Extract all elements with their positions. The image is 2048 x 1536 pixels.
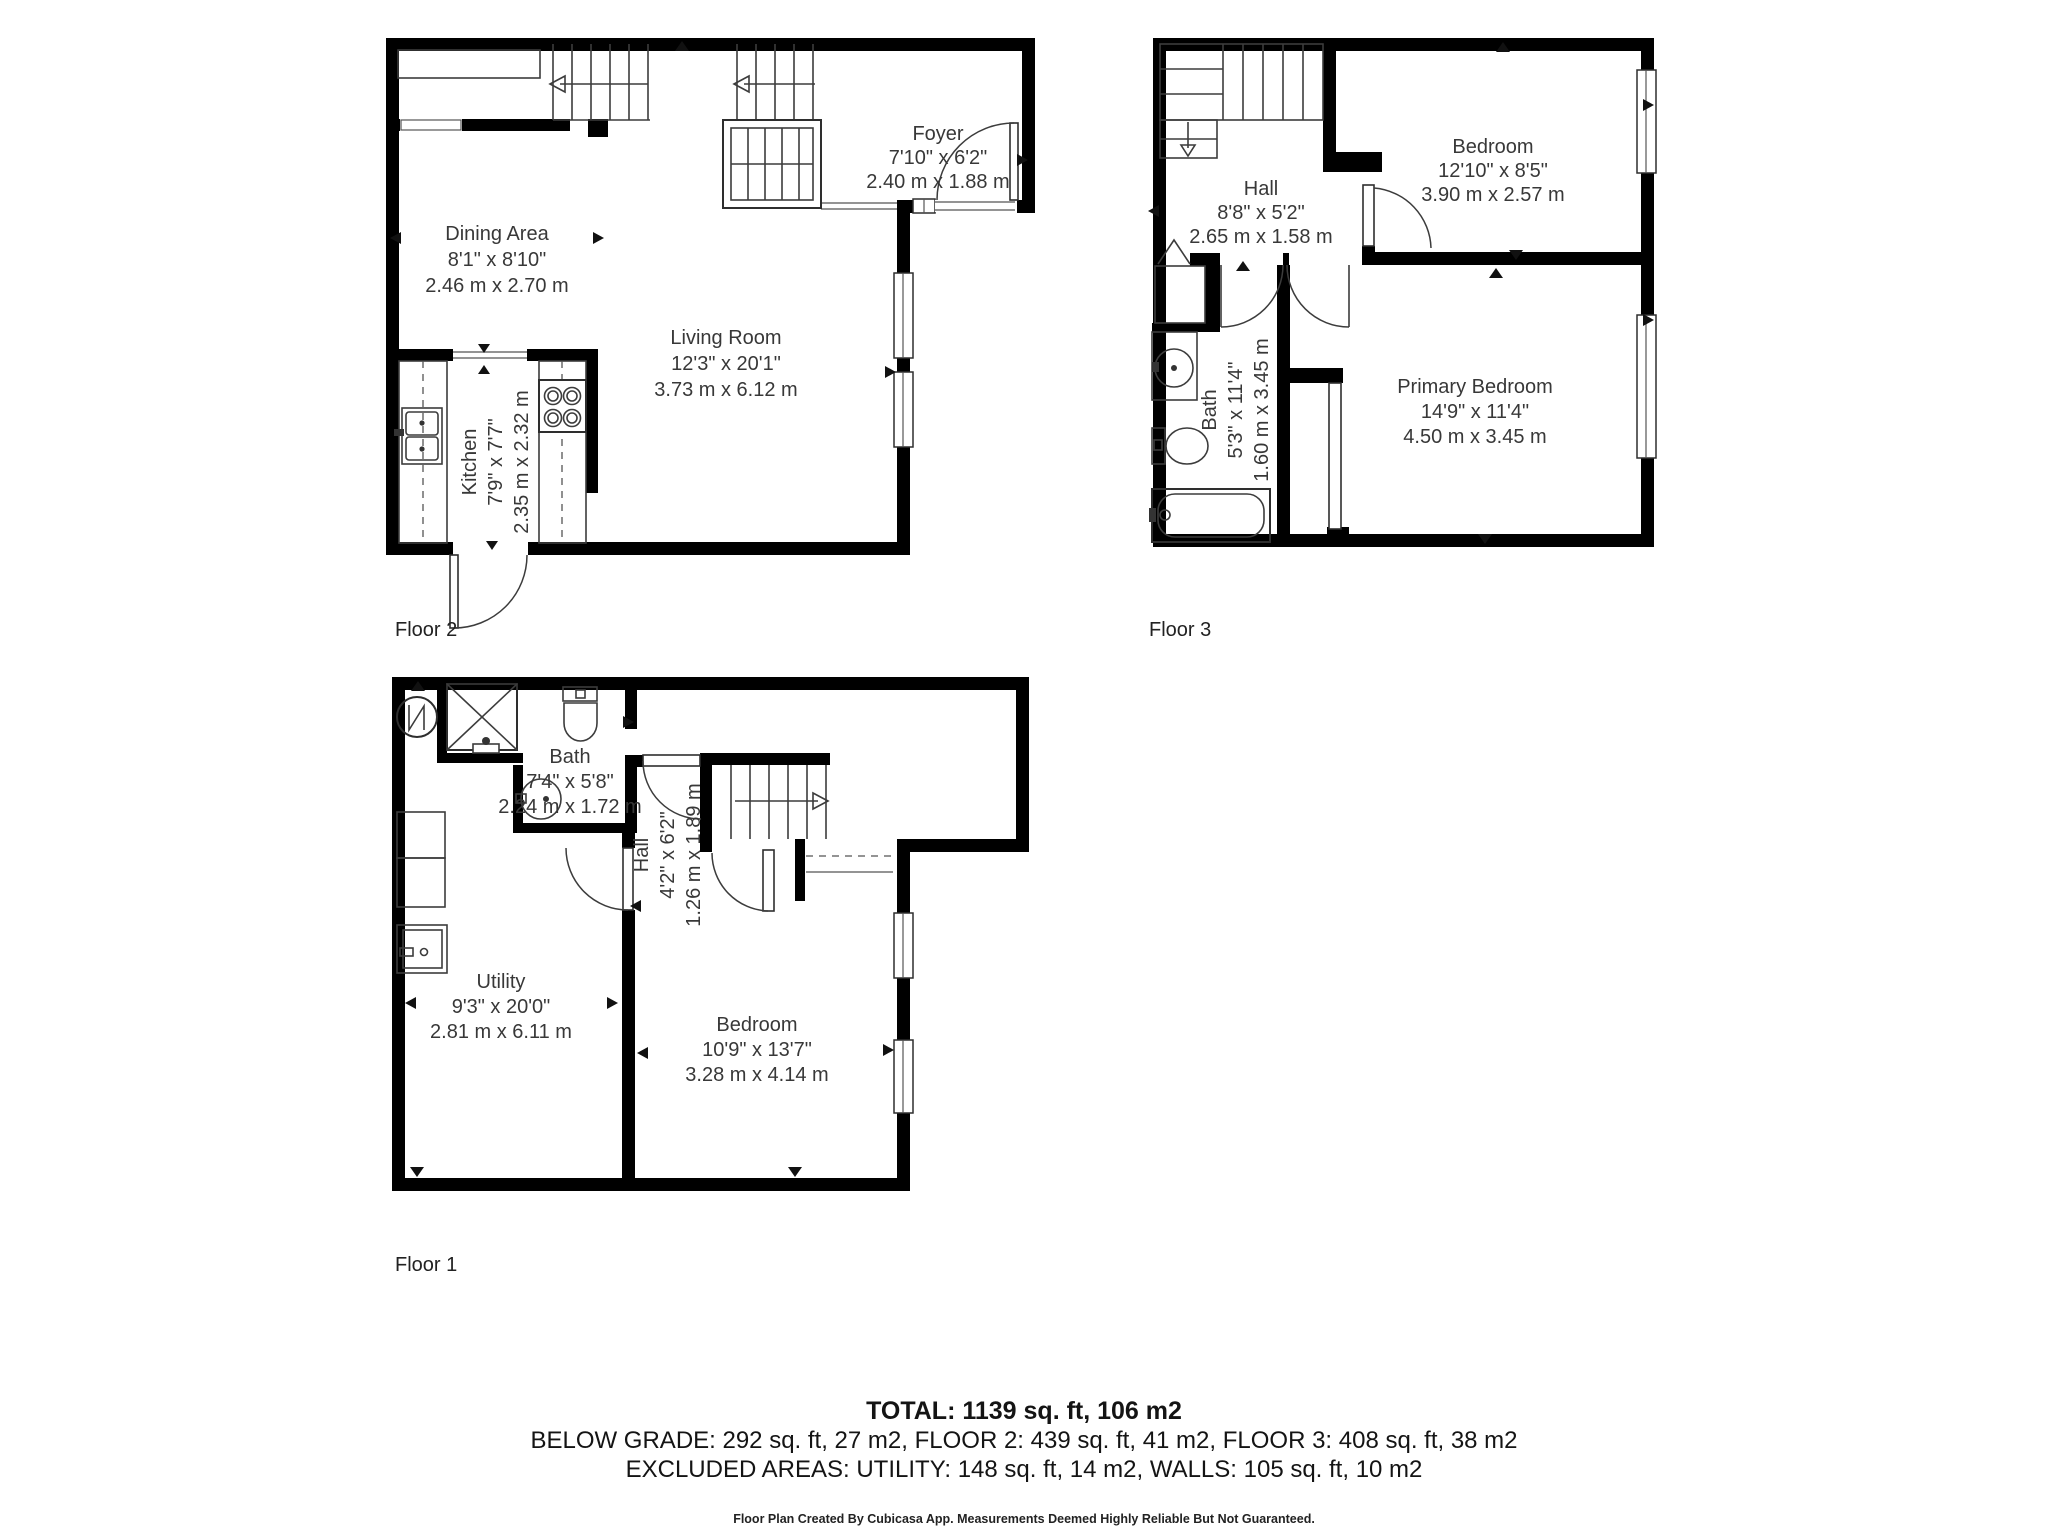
room-imperial: 4'2" x 6'2" [657, 811, 679, 899]
room-imperial: 12'3" x 20'1" [671, 353, 781, 375]
room-metric: 3.90 m x 2.57 m [1421, 184, 1565, 206]
area-breakdown: BELOW GRADE: 292 sq. ft, 27 m2, FLOOR 2: 439 sq. ft, 41 m2, FLOOR 3: 408 sq. ft, 38 m2 [530, 1427, 1518, 1454]
area-summary [0, 1396, 2048, 1484]
stove [539, 380, 586, 432]
room-metric: 2.35 m x 2.32 m [511, 390, 533, 534]
room-name: Hall [631, 837, 653, 873]
room-label-bedroom3 [1421, 136, 1564, 206]
room-metric: 1.26 m x 1.89 m [683, 783, 705, 927]
room-name: Utility [476, 971, 526, 993]
room-label-utility [430, 971, 572, 1043]
toilet-floor1 [563, 687, 597, 741]
floor2-label: Floor 2 [395, 619, 458, 641]
floor1-plan [324, 677, 1029, 1276]
room-label-hall3 [1189, 178, 1332, 248]
room-label-dining [425, 223, 568, 297]
room-imperial: 8'8" x 5'2" [1217, 202, 1305, 224]
room-label-bedroom1 [685, 1014, 828, 1086]
floor1-stairs [731, 765, 828, 839]
room-label-hall1 [631, 783, 705, 926]
floor2-exterior-door [450, 555, 527, 628]
floor2-stairs-up [550, 44, 650, 120]
floor3-primary-door [1287, 265, 1349, 327]
room-name: Living Room [670, 327, 782, 349]
total-area: TOTAL: 1139 sq. ft, 106 m2 [866, 1397, 1182, 1425]
floor1-label: Floor 1 [395, 1254, 458, 1276]
floor2-stairs-upper-flight [734, 44, 820, 120]
floor3-measure-arrows [1148, 42, 1654, 544]
room-imperial: 14'9" x 11'4" [1420, 401, 1530, 423]
closet-slider [1329, 383, 1341, 529]
room-imperial: 7'10" x 6'2" [888, 147, 988, 169]
floor3-plan [1148, 38, 1656, 641]
floor2-stairwell [723, 120, 821, 208]
room-name: Bath [549, 746, 591, 768]
room-name: Bedroom [1452, 136, 1534, 158]
room-imperial: 12'10" x 8'5" [1438, 160, 1548, 182]
room-metric: 3.73 m x 6.12 m [654, 379, 798, 401]
room-metric: 1.60 m x 3.45 m [1251, 338, 1273, 482]
room-metric: 2.46 m x 2.70 m [425, 275, 569, 297]
room-metric: 4.50 m x 3.45 m [1403, 426, 1547, 448]
room-metric: 3.28 m x 4.14 m [685, 1064, 829, 1086]
kitchen-sink [394, 408, 442, 464]
room-label-kitchen [459, 390, 533, 533]
room-imperial: 8'1" x 8'10" [447, 249, 547, 271]
room-name: Dining Area [445, 223, 549, 245]
floor1-walls [392, 677, 1029, 1191]
floor2-plan [386, 38, 1035, 641]
room-metric: 2.24 m x 1.72 m [498, 796, 642, 818]
room-imperial: 9'3" x 20'0" [451, 996, 551, 1018]
room-imperial: 5'3" x 11'4" [1225, 361, 1247, 459]
room-metric: 2.40 m x 1.88 m [866, 171, 1010, 193]
room-imperial: 7'9" x 7'7" [485, 418, 507, 506]
room-label-living [654, 327, 797, 401]
room-label-foyer [866, 123, 1009, 193]
floor3-bath-door [1221, 265, 1283, 327]
floor3-label: Floor 3 [1149, 619, 1212, 641]
floor1-utility-door [566, 848, 635, 910]
shower [447, 684, 517, 753]
floor3-stairs [1160, 44, 1323, 158]
floor2-landing-closet [398, 50, 540, 78]
room-name: Foyer [912, 123, 964, 145]
room-label-primary [1397, 376, 1553, 448]
room-name: Bedroom [716, 1014, 798, 1036]
floor3-walls [1152, 38, 1654, 547]
room-metric: 2.81 m x 6.11 m [430, 1021, 572, 1043]
room-imperial: 7'4" x 5'8" [526, 771, 614, 793]
room-name: Primary Bedroom [1397, 376, 1553, 398]
room-name: Bath [1199, 389, 1221, 431]
room-name: Kitchen [459, 428, 481, 496]
disclaimer: Floor Plan Created By Cubicasa App. Measurements Deemed Highly Reliable But Not Guaranteed. [733, 1512, 1315, 1526]
room-metric: 2.65 m x 1.58 m [1189, 226, 1333, 248]
floor1-bedroom-door [712, 850, 774, 911]
bedroom-closet-opening [806, 856, 893, 872]
excluded-areas: EXCLUDED AREAS: UTILITY: 148 sq. ft, 14 m2, WALLS: 105 sq. ft, 10 m2 [625, 1456, 1423, 1483]
room-label-bath3 [1199, 338, 1273, 481]
room-name: Hall [1243, 178, 1279, 200]
room-imperial: 10'9" x 13'7" [702, 1039, 812, 1061]
